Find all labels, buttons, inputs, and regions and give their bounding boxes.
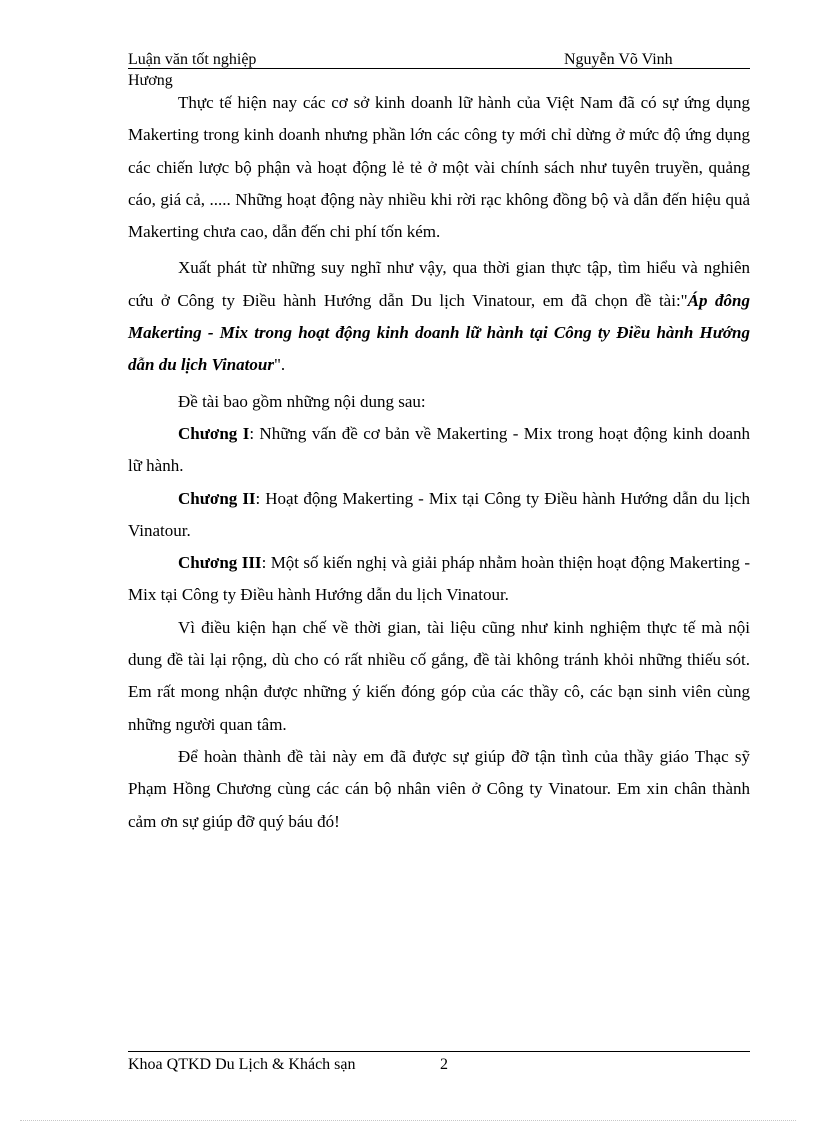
footer-rule [128,1051,750,1052]
paragraph-acknowledgement: Để hoàn thành đề tài này em đã được sự giúp đỡ tận tình của thầy giáo Thạc sỹ Phạm Hồng Chương cùng các cán bộ nhân viên ở Công ty Vinatour. Em xin chân thành cảm ơn sự giúp đỡ quý báu đó! [128,746,750,831]
page-header [128,50,750,70]
page-edge-divider [20,1120,796,1121]
chapter-1-text: : Những vấn đề cơ bản về Makerting - Mix trong hoạt động kinh doanh lữ hành. [128,423,750,476]
chapter-1-label: Chương I [178,423,250,443]
paragraph-limitations: Vì điều kiện hạn chế về thời gian, tài liệu cũng như kinh nghiệm thực tế mà nội dung đề tài lại rộng, dù cho có rất nhiều cố gắng, đề tài không tránh khỏi những thiếu sót. Em rất mong nhận được những ý kiến đóng góp của các thầy cô, các bạn sinh viên cùng những người quan tâm. [128,617,750,734]
page-number: 2 [440,1056,448,1073]
chapter-2-entry [128,483,750,548]
chapter-3-text: : Một số kiến nghị và giải pháp nhằm hoàn thiện hoạt động Makerting - Mix tại Công ty Điều hành Hướng dẫn du lịch Vinatour. [128,553,750,605]
topic-tail-text: ". [273,355,286,375]
footer-faculty: Khoa QTKD Du Lịch & Khách sạn [128,1056,356,1073]
header-author-name: Nguyễn Võ Vinh [564,51,673,68]
page-footer [128,1054,448,1076]
paragraph-current-situation: Thực tế hiện nay các cơ sở kinh doanh lữ hành của Việt Nam đã có sự ứng dụng Makerting trong kinh doanh nhưng phần lớn các công ty mới chỉ dừng ở mức độ ứng dụng các chiến lược bộ phận và hoạt động lẻ tẻ ở một vài chính sách như tuyên truyền, quảng cáo, giá cả, ..... Những hoạt động này nhiều khi rời rạc không đồng bộ và dẫn đến hiệu quả Makerting chưa cao, dẫn đến chi phí tốn kém. [128,93,750,242]
chapter-1-entry [128,418,750,483]
chapter-3-label: Chương III [178,553,262,573]
header-author-name-continued: Hương [128,72,173,89]
chapter-2-text: : Hoạt động Makerting - Mix tại Công ty Điều hành Hướng dẫn du lịch Vinatour. [128,488,750,540]
document-body [128,87,750,838]
paragraph-contents-intro: Đề tài bao gồm những nội dung sau: [178,391,426,411]
chapter-3-entry [128,547,750,612]
topic-lead-text: Xuất phát từ những suy nghĩ như vậy, qua thời gian thực tập, tìm hiểu và nghiên cứu ở Công ty Điều hành Hướng dẫn Du lịch Vinatour, em đã chọn đề tài:" [128,258,750,310]
thesis-title: Áp đông Makerting - Mix trong hoạt động kinh doanh lữ hành tại Công ty Điều hành Hướng dẫn du lịch Vinatour [128,290,750,375]
chapter-2-label: Chương II [178,488,256,508]
header-rule [128,68,750,69]
paragraph-topic-choice [128,252,750,381]
header-thesis-label: Luận văn tốt nghiệp [128,51,257,68]
